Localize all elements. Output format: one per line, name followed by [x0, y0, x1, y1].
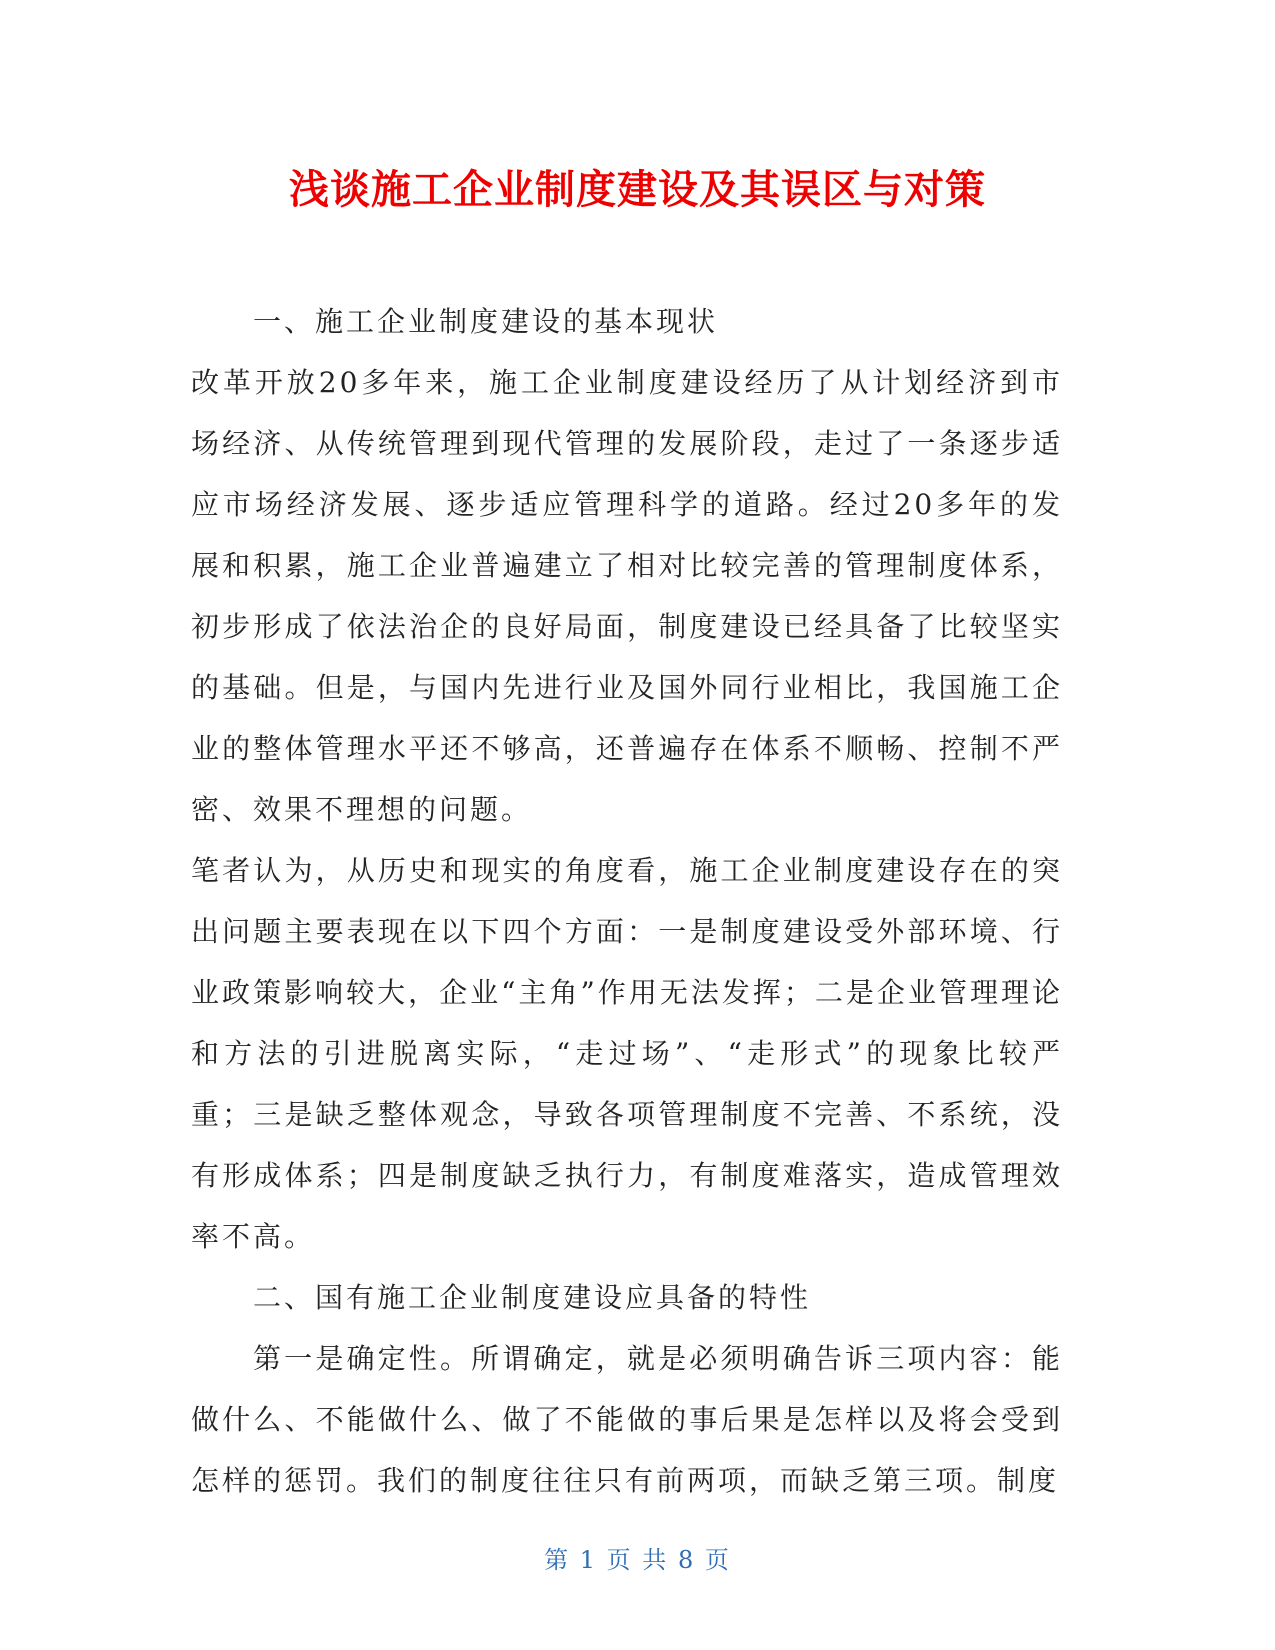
- paragraph-1: 改革开放20多年来，施工企业制度建设经历了从计划经济到市场经济、从传统管理到现代管理的发展阶段，走过了一条逐步适应市场经济发展、逐步适应管理科学的道路。经过20多年的发展和积累，施工企业普遍建立了相对比较完善的管理制度体系，初步形成了依法治企的良好局面，制度建设已经具备了比较坚实的基础。但是，与国内先进行业及国外同行业相比，我国施工企业的整体管理水平还不够高，还普遍存在体系不顺畅、控制不严密、效果不理想的问题。: [191, 366, 1063, 826]
- document-body: [191, 291, 1063, 1511]
- paragraph-2: 笔者认为，从历史和现实的角度看，施工企业制度建设存在的突出问题主要表现在以下四个方面：一是制度建设受外部环境、行业政策影响较大，企业“主角”作用无法发挥；二是企业管理理论和方法的引进脱离实际，“走过场”、“走形式”的现象比较严重；三是缺乏整体观念，导致各项管理制度不完善、不系统，没有形成体系；四是制度缺乏执行力，有制度难落实，造成管理效率不高。: [191, 854, 1063, 1253]
- paragraph-3: 第一是确定性。所谓确定，就是必须明确告诉三项内容：能做什么、不能做什么、做了不能做的事后果是怎样以及将会受到怎样的惩罚。我们的制度往往只有前两项，而缺乏第三项。制度: [191, 1342, 1063, 1497]
- section-heading-2: 二、国有施工企业制度建设应具备的特性: [253, 1281, 812, 1314]
- section-heading-1: 一、施工企业制度建设的基本现状: [253, 305, 719, 338]
- document-title: 浅谈施工企业制度建设及其误区与对策: [289, 167, 986, 213]
- page-number-footer: 第 1 页 共 8 页: [544, 1546, 731, 1574]
